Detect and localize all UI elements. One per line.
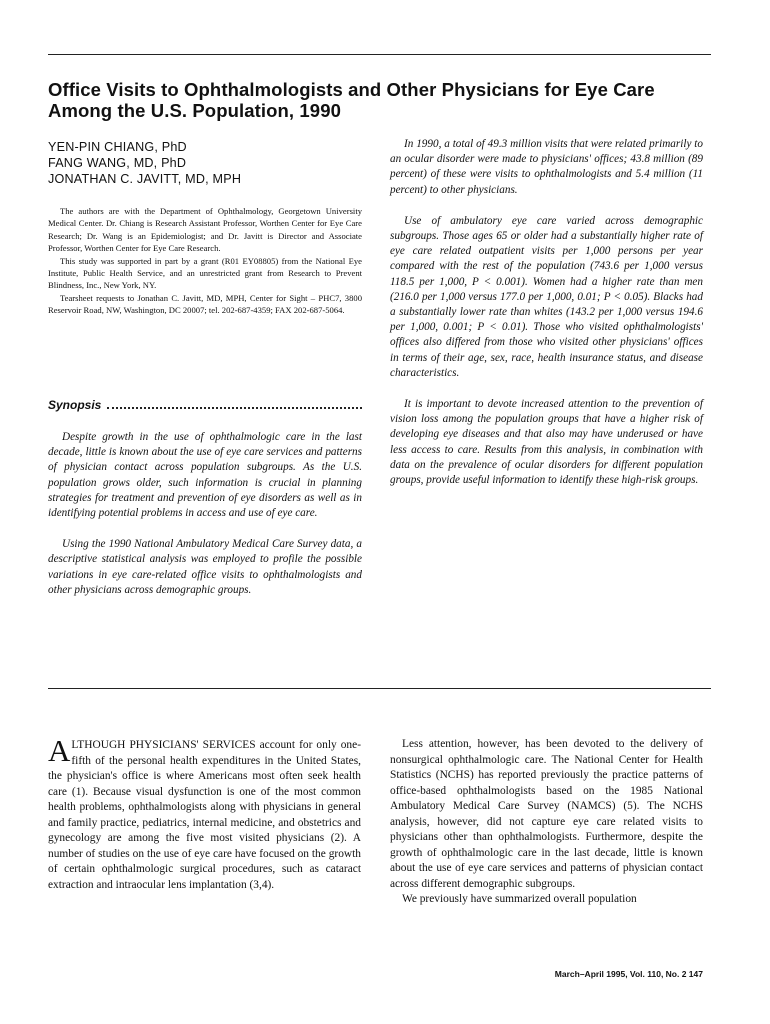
- body-left-column: [48, 733, 361, 893]
- author-name: YEN-PIN CHIANG, PhD: [48, 140, 187, 154]
- dotted-leader: [107, 407, 362, 409]
- synopsis-heading-label: Synopsis: [48, 398, 102, 412]
- article-title: Office Visits to Ophthalmologists and Other Physicians for Eye Care Among the U.S. Population, 1990: [48, 79, 655, 121]
- synopsis-paragraph: Use of ambulatory eye care varied across demographic subgroups. Those ages 65 or older had a substantially higher rate of eye care related outpatient visits per 1,000 persons per year compared with the rest of the population (743.6 per 1,000 versus 118.5 per 1,000, P < 0.001). Women had a higher rate than men (216.0 per 1,000 versus 177.0 per 1,000, 0.01; P < 0.05). Blacks had a substantially lower rate than whites (143.2 per 1,000 versus 194.6 per 1,000, 0.001; P < 0.01). Those who visited ophthalmologists' offices also differed from those who visited other physicians' offices in terms of their age, sex, race, health insurance status, and disease characteristics.: [390, 214, 703, 379]
- body-paragraph-text: account for only one-fifth of the personal health expenditures in the United States, the physician's office is where Americans most often seek health care (1). Because visual dysfunction is one of the most common health problems, ophthalmologists along with physicians in general and family practice, pediatrics, internal medicine, and obstetrics and gynecology are among the five most visited physicians (2). A number of studies on the use of eye care have focused on the growth of certain ophthalmologic surgical procedures, such as cataract extraction and intraocular lens implantation (3,4).: [48, 739, 361, 891]
- author-list: [48, 139, 368, 187]
- drop-cap: A: [48, 733, 71, 768]
- author-affiliation-note: [48, 205, 362, 317]
- synopsis-right-column: [390, 137, 703, 504]
- synopsis-paragraph: In 1990, a total of 49.3 million visits that were related primarily to an ocular disorder were made to physicians' offices; 43.8 million (89 percent) of these were visits to ophthalmologists and 5.4 million (11 percent) to other physicians.: [390, 138, 703, 196]
- body-paragraph: Less attention, however, has been devoted to the delivery of nonsurgical ophthalmologic care. The National Center for Health Statistics (NCHS) has reported previously the practice patterns of office-based ophthalmologists based on the 1985 National Ambulatory Medical Care Survey (NAMCS) (5). The NCHS analysis, however, did not capture eye care related visits to physicians other than ophthalmologists. Furthermore, despite the growth of ophthalmologic care in the last decade, little is known about the use of eye care services and patterns of physician contact across different demographic subgroups.: [390, 738, 703, 890]
- body-paragraph: [48, 733, 361, 893]
- funding-paragraph: This study was supported in part by a grant (R01 EY08805) from the National Eye Institute, Public Health Service, and an unrestricted grant from Research to Prevent Blindness, Inc., New York, NY.: [48, 255, 362, 291]
- section-rule: [48, 688, 711, 689]
- synopsis-heading: [48, 398, 362, 412]
- body-right-column: [390, 737, 703, 908]
- synopsis-paragraph: It is important to devote increased attention to the prevention of vision loss among the population groups that have a higher risk of developing eye diseases and that also may have underused or have less access to care. Results from this analysis, in combination with data on the prevalence of ocular disorders for different population groups, provide useful information to identify these high-risk groups.: [390, 398, 703, 487]
- author-name: FANG WANG, MD, PhD: [48, 156, 187, 170]
- author-name: JONATHAN C. JAVITT, MD, MPH: [48, 172, 242, 186]
- tearsheet-paragraph: Tearsheet requests to Jonathan C. Javitt, MD, MPH, Center for Sight – PHC7, 3800 Reservoir Road, NW, Washington, DC 20007; tel. 202-687-4359; FAX 202-687-5064.: [48, 292, 362, 316]
- small-caps-lead: LTHOUGH PHYSICIANS' SERVICES: [71, 739, 256, 751]
- synopsis-paragraph: Despite growth in the use of ophthalmologic care in the last decade, little is known about the use of eye care services and patterns of physician contact across population subgroups. As the U.S. population grows older, such information is crucial in planning strategies for treatment and prevention of eye disorders as well as in identifying potential problems in access and use of eye care.: [48, 431, 362, 520]
- body-paragraph: We previously have summarized overall population: [402, 893, 637, 906]
- synopsis-paragraph: Using the 1990 National Ambulatory Medical Care Survey data, a descriptive statistical analysis was employed to profile the possible variations in eye care-related office visits to ophthalmologists and other physicians across demographic groups.: [48, 538, 362, 596]
- top-rule: [48, 54, 711, 55]
- affiliation-paragraph: The authors are with the Department of Ophthalmology, Georgetown University Medical Center. Dr. Chiang is Research Assistant Professor, Worthen Center for Eye Care Research; Dr. Wang is an Epidemiologist; and Dr. Javitt is Director and Associate Professor, Worthen Center for Eye Care Research.: [48, 206, 362, 254]
- page-footer: March–April 1995, Vol. 110, No. 2 147: [554, 969, 703, 979]
- synopsis-left-column: [48, 430, 362, 614]
